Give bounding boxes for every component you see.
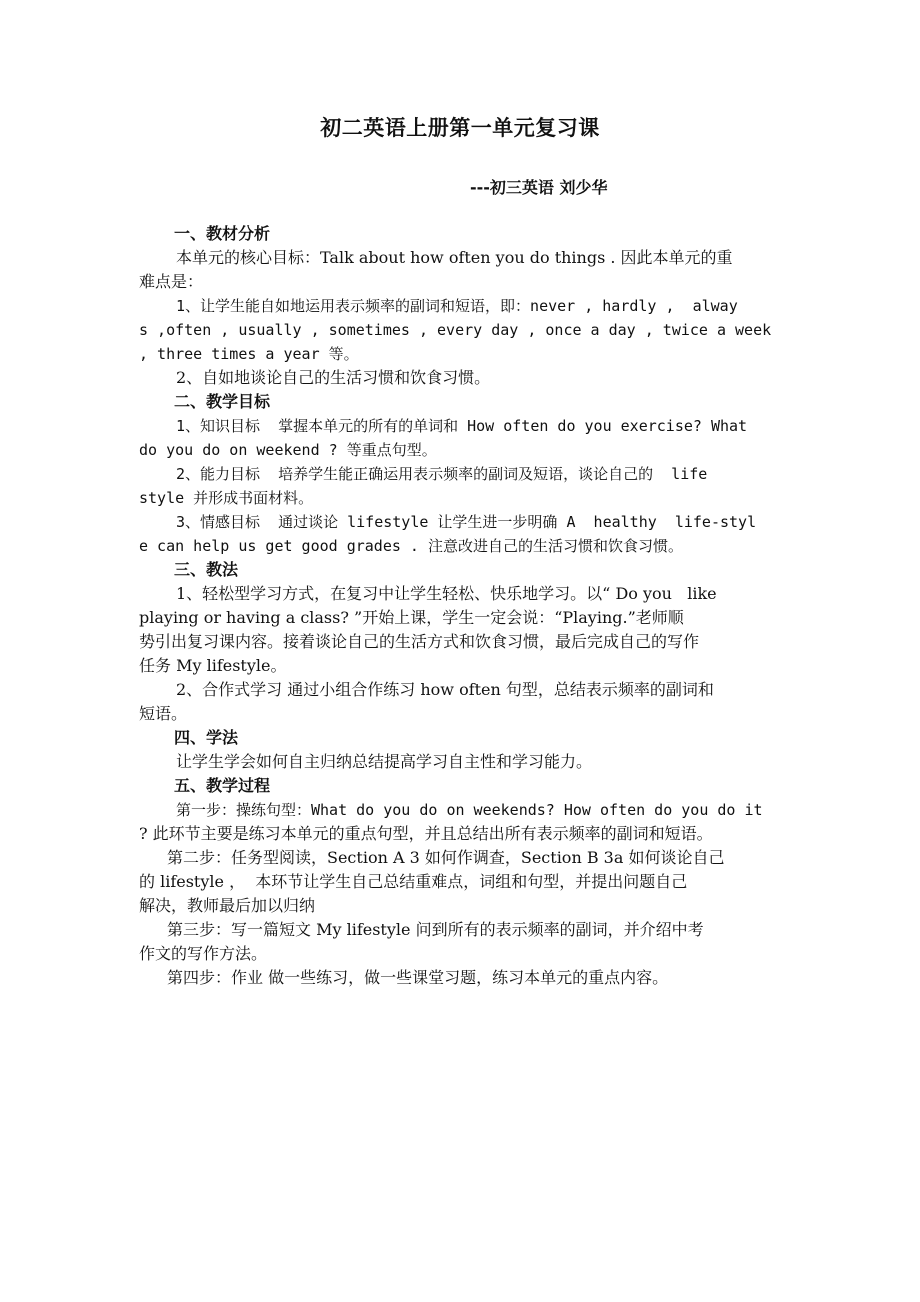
paragraph-line: 2、自如地谈论自己的生活习惯和饮食习惯。 xyxy=(176,368,491,387)
paragraph-line: , three times a year 等。 xyxy=(139,345,359,363)
paragraph-line: 作文的写作方法。 xyxy=(139,944,268,963)
section-heading-2: 二、教学目标 xyxy=(174,392,271,411)
paragraph-line: 3、情感目标 通过谈论 lifestyle 让学生进一步明确 A healthy life-styl xyxy=(176,513,757,531)
paragraph-line: 任务 My lifestyle。 xyxy=(139,656,287,675)
document-title: 初二英语上册第一单元复习课 xyxy=(320,116,600,140)
paragraph-line: 1、知识目标 掌握本单元的所有的单词和 How often do you exercise? What xyxy=(176,417,748,435)
paragraph-line: do you do on weekend ? 等重点句型。 xyxy=(139,441,437,459)
paragraph-line: 难点是： xyxy=(139,272,204,291)
paragraph-line: 让学生学会如何自主归纳总结提高学习自主性和学习能力。 xyxy=(176,752,593,771)
document-body xyxy=(139,222,819,990)
paragraph-line: ? 此环节主要是练习本单元的重点句型，并且总结出所有表示频率的副词和短语。 xyxy=(139,824,713,843)
paragraph-line: 解决，教师最后加以归纳 xyxy=(139,896,316,915)
paragraph-line: 1、轻松型学习方式，在复习中让学生轻松、快乐地学习。以“ Do you like xyxy=(176,584,717,603)
paragraph-line: e can help us get good grades . 注意改进自己的生活习惯和饮食习惯。 xyxy=(139,537,683,555)
section-heading-3: 三、教法 xyxy=(174,560,239,579)
paragraph-line: 的 lifestyle ， 本环节让学生自己总结重难点，词组和句型，并提出问题自己 xyxy=(139,872,688,891)
paragraph-line: 本单元的核心目标：Talk about how often you do things . 因此本单元的重 xyxy=(176,248,733,267)
paragraph-line: 短语。 xyxy=(139,704,188,723)
section-heading-4: 四、学法 xyxy=(174,728,239,747)
paragraph-line: 势引出复习课内容。接着谈论自己的生活方式和饮食习惯，最后完成自己的写作 xyxy=(139,632,700,651)
paragraph-line: 2、能力目标 培养学生能正确运用表示频率的副词及短语，谈论自己的 life xyxy=(176,465,708,483)
paragraph-line: 2、合作式学习 通过小组合作练习 how often 句型，总结表示频率的副词和 xyxy=(176,680,714,699)
paragraph-line: s ,often , usually , sometimes , every day , once a day , twice a week xyxy=(139,321,772,339)
section-heading-1: 一、教材分析 xyxy=(174,224,271,243)
section-heading-5: 五、教学过程 xyxy=(174,776,271,795)
paragraph-line: playing or having a class? ”开始上课，学生一定会说：“Playing.”老师顺 xyxy=(139,608,684,627)
document-author-line: ---初三英语 刘少华 xyxy=(470,178,608,197)
paragraph-line: 第三步：写一篇短文 My lifestyle 问到所有的表示频率的副词，并介绍中考 xyxy=(167,920,704,939)
paragraph-line: style 并形成书面材料。 xyxy=(139,489,314,507)
paragraph-line: 第二步：任务型阅读，Section A 3 如何作调查，Section B 3a 如何谈论自己 xyxy=(167,848,725,867)
paragraph-line: 第四步：作业 做一些练习，做一些课堂习题，练习本单元的重点内容。 xyxy=(167,968,669,987)
paragraph-line: 1、让学生能自如地运用表示频率的副词和短语，即：never , hardly , alway xyxy=(176,297,738,315)
paragraph-line: 第一步：操练句型：What do you do on weekends? How often do you do it xyxy=(176,801,763,819)
